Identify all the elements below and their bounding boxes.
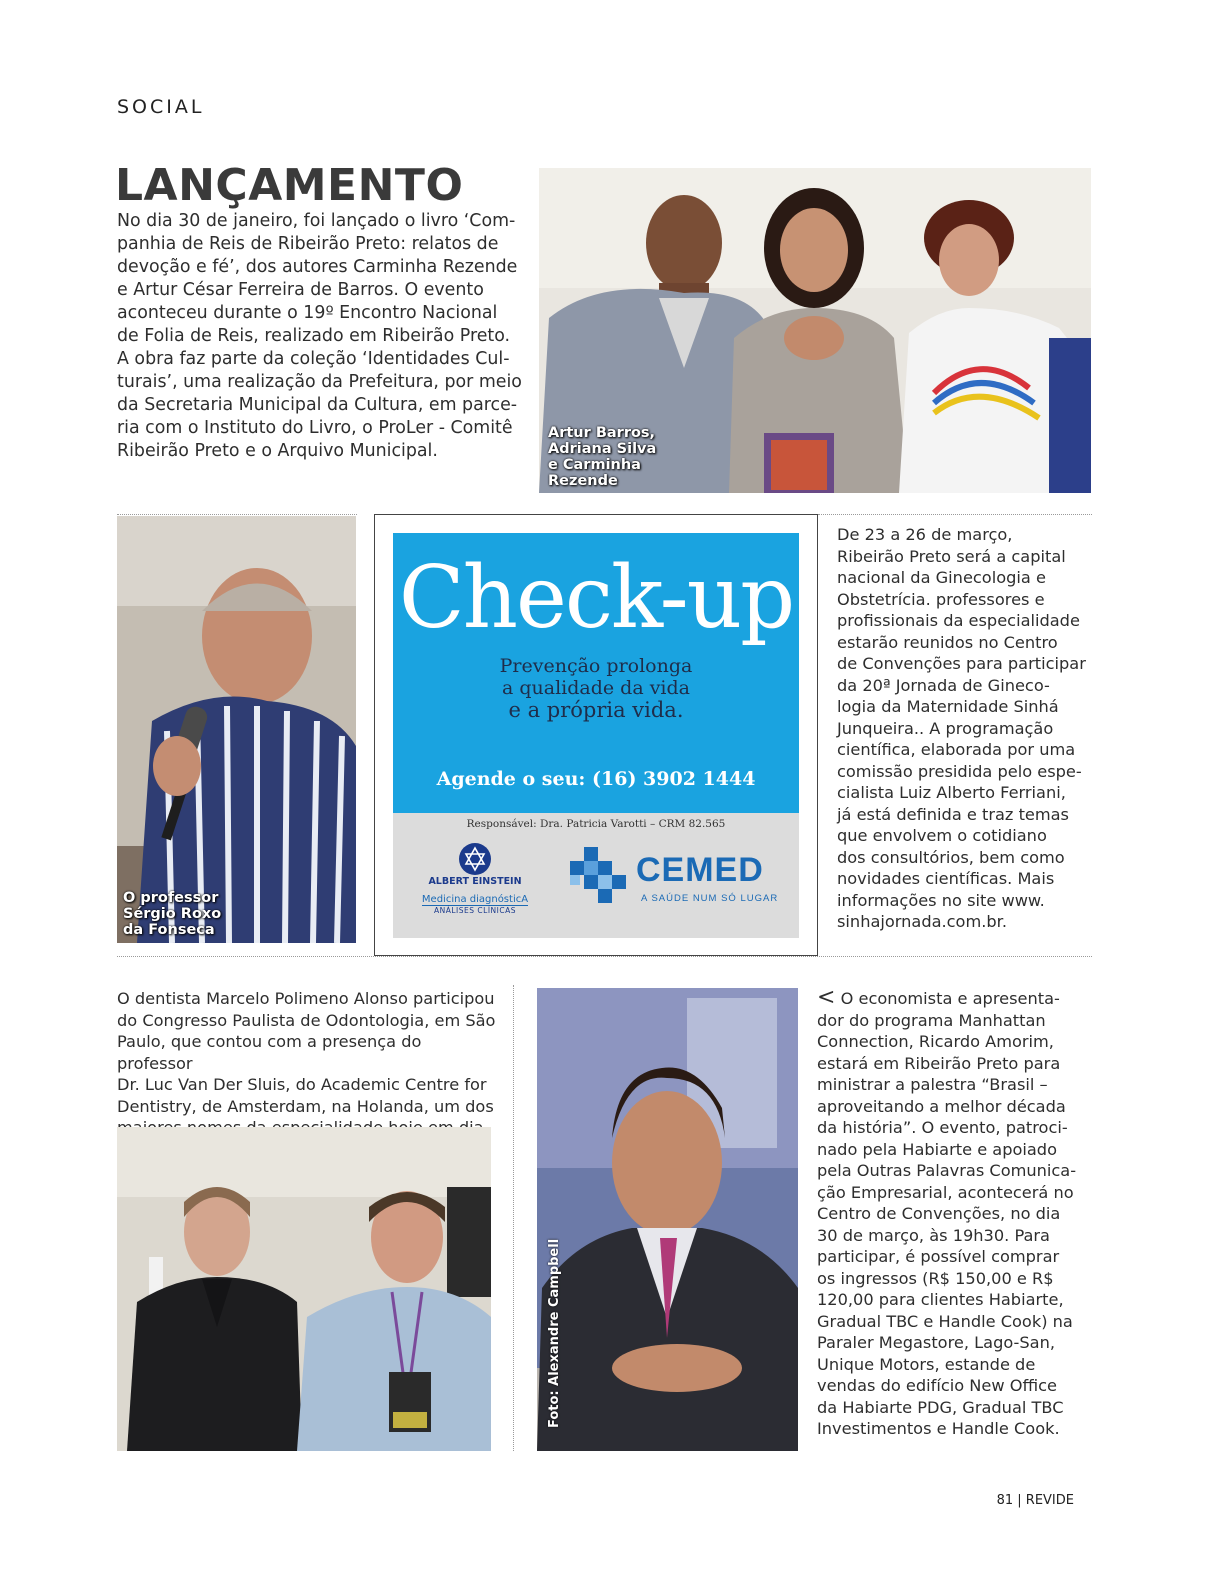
photo-caption: O professor Sérgio Roxo da Fonseca	[123, 890, 222, 938]
text-line: da 20ª Jornada de Gineco-	[837, 675, 1050, 695]
text-line: Ribeirão Preto será a capital	[837, 546, 1066, 566]
text-line: estará em Ribeirão Preto para	[817, 1053, 1061, 1073]
photo-credit: Foto: Alexandre Campbell	[547, 1238, 562, 1428]
text-line: Ribeirão Preto e o Arquivo Municipal.	[117, 441, 438, 461]
divider	[117, 514, 357, 515]
ad-phone: Agende o seu: (16) 3902 1444	[436, 768, 756, 790]
ginecologia-article	[837, 524, 1087, 933]
text-line: já está definida e traz temas	[837, 804, 1069, 824]
text-line: pela Outras Palavras Comunica-	[817, 1161, 1077, 1180]
text-line: 120,00 para clientes Habiarte,	[817, 1290, 1064, 1309]
text-line: do Congresso Paulista de Odontologia, em São	[117, 1010, 496, 1030]
text-line: logia da Maternidade Sinhá	[837, 697, 1059, 716]
photo-dentists	[117, 1127, 491, 1451]
text-line: ção Empresarial, acontecerá no	[817, 1182, 1074, 1202]
text-line: da Secretaria Municipal da Cultura, em parce-	[117, 395, 518, 415]
lancamento-article	[117, 210, 527, 463]
text-line: profissionais da especialidade	[837, 611, 1080, 630]
ad-tagline-line: e a própria vida.	[508, 698, 684, 722]
text-line: dos consultórios, bem como	[837, 847, 1065, 867]
text-line: < O economista e apresenta-	[817, 985, 1060, 1010]
text-line: aproveitando a melhor década	[817, 1096, 1066, 1116]
cemed-logo-icon	[570, 847, 634, 905]
text-line: os ingressos (R$ 150,00 e R$	[817, 1268, 1054, 1288]
dentista-article	[117, 988, 502, 1139]
text-line: nacional da Ginecologia e	[837, 568, 1046, 587]
text-line: ministrar a palestra “Brasil –	[817, 1075, 1048, 1094]
text-line: da Habiarte PDG, Gradual TBC	[817, 1397, 1064, 1417]
text-line: científica, elaborada por uma	[837, 740, 1076, 759]
cemed-slogan: A SAÚDE NUM SÓ LUGAR	[641, 893, 779, 904]
einstein-subtitle: Medicina diagnósticA	[421, 894, 529, 905]
divider	[117, 956, 1092, 957]
text-line: Obstetrícia. professores e	[837, 589, 1045, 609]
photo-caption: Artur Barros, Adriana Silva e Carminha Rezende	[548, 425, 657, 489]
text-line: informações no site www.	[837, 890, 1045, 910]
einstein-name: ALBERT EINSTEIN	[428, 876, 522, 887]
text-line: vendas do edifício New Office	[817, 1376, 1057, 1395]
text-line: dor do programa Manhattan	[817, 1010, 1046, 1030]
text-line: De 23 a 26 de março,	[837, 525, 1013, 544]
text-line: novidades científicas. Mais	[837, 869, 1055, 888]
ad-title: Check-up	[398, 548, 794, 648]
photo-professor	[117, 516, 356, 943]
text-line: estarão reunidos no Centro	[837, 632, 1058, 652]
text-line: Paulo, que contou com a presença do professor	[117, 1032, 422, 1073]
text-line: Investimentos e Handle Cook.	[817, 1419, 1060, 1438]
divider	[818, 514, 1092, 515]
text-line: No dia 30 de janeiro, foi lançado o livro ‘Com-	[117, 211, 516, 231]
headline: LANÇAMENTO	[115, 160, 464, 211]
text-line: Dr. Luc Van Der Sluis, do Academic Centre for	[117, 1075, 487, 1094]
text-line: comissão presidida pelo espe-	[837, 761, 1082, 781]
divider	[513, 985, 514, 1451]
text-line: Gradual TBC e Handle Cook) na	[817, 1311, 1073, 1331]
text-line: de Folia de Reis, realizado em Ribeirão Preto.	[117, 326, 511, 346]
ad-tagline-line: Prevenção prolonga	[499, 655, 693, 677]
text-line: nado pela Habiarte e apoiado	[817, 1139, 1057, 1159]
text-line: que envolvem o cotidiano	[837, 826, 1047, 845]
text-line: Centro de Convenções, no dia	[817, 1204, 1061, 1223]
text-line: Junqueira.. A programação	[837, 718, 1054, 738]
text-line: turais’, uma realização da Prefeitura, por meio	[117, 372, 522, 392]
text-line: A obra faz parte da coleção ‘Identidades Cul-	[117, 349, 510, 369]
cemed-wordmark: CEMED	[636, 851, 764, 889]
text-line: sinhajornada.com.br.	[837, 912, 1007, 931]
text-line: 30 de março, às 19h30. Para	[817, 1225, 1050, 1245]
text-line: Connection, Ricardo Amorim,	[817, 1032, 1054, 1051]
text-line: O dentista Marcelo Polimeno Alonso participou	[117, 989, 495, 1008]
text-line: cialista Luiz Alberto Ferriani,	[837, 783, 1066, 802]
text-line: ria com o Instituto do Livro, o ProLer - Comitê	[117, 418, 513, 438]
einstein-service: ANÁLISES CLÍNICAS	[434, 906, 516, 915]
ad-responsible: Responsável: Dra. Patricia Varotti – CRM 82.565	[466, 818, 726, 830]
page-footer: 81 | REVIDE	[996, 1493, 1074, 1508]
ad-tagline	[393, 655, 799, 721]
text-line: Paraler Megastore, Lago-San,	[817, 1333, 1055, 1352]
text-line: devoção e fé’, dos autores Carminha Rezende	[117, 257, 518, 277]
einstein-logo	[410, 876, 540, 915]
text-line: aconteceu durante o 19º Encontro Nacional	[117, 303, 498, 323]
economista-article	[817, 985, 1092, 1440]
photo-book-launch	[539, 168, 1091, 493]
text-line: de Convenções para participar	[837, 654, 1086, 673]
text-line: e Artur César Ferreira de Barros. O evento	[117, 280, 484, 300]
section-label: SOCIAL	[117, 96, 205, 118]
arrow-left-icon: <	[817, 985, 836, 1010]
text-line: participar, é possível comprar	[817, 1247, 1060, 1266]
text-line: Dentistry, de Amsterdam, na Holanda, um dos	[117, 1096, 494, 1116]
photo-economist	[537, 988, 798, 1451]
ad-tagline-line: a qualidade da vida	[501, 677, 690, 699]
text-line: da história”. O evento, patroci-	[817, 1118, 1068, 1137]
einstein-logo-icon	[458, 842, 492, 876]
text-line: panhia de Reis de Ribeirão Preto: relatos de	[117, 234, 499, 254]
text-line: Unique Motors, estande de	[817, 1354, 1036, 1374]
